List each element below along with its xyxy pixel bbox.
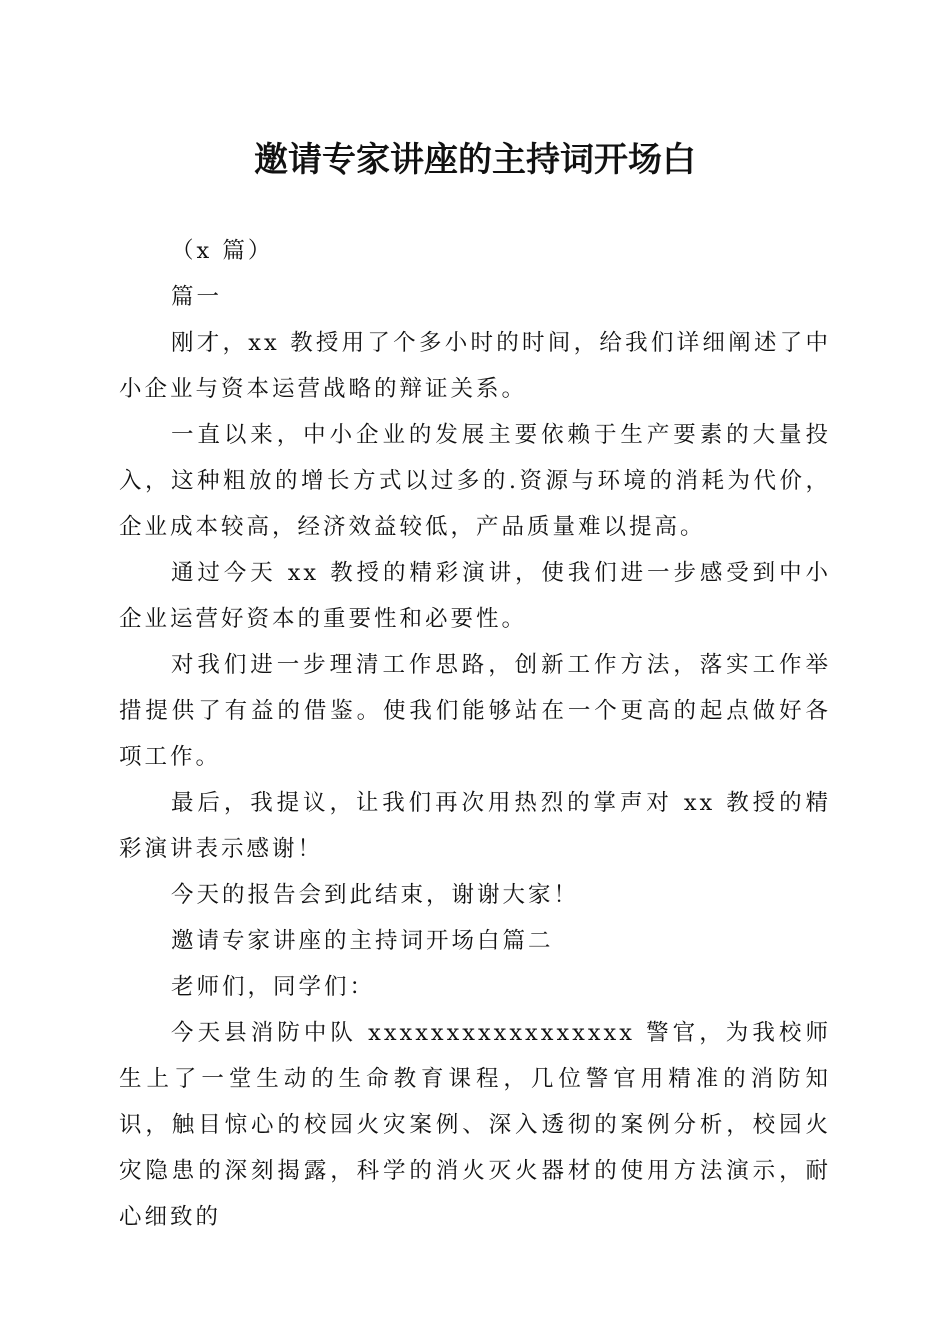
paragraph: 一直以来，中小企业的发展主要依赖于生产要素的大量投入，这种粗放的增长方式以过多的.资源与环境的消耗为代价，企业成本较高，经济效益较低，产品质量难以提高。 (119, 422, 831, 540)
paragraph: 刚才，xx 教授用了个多小时的时间，给我们详细阐述了中小企业与资本运营战略的辩证关系。 (119, 330, 831, 402)
paragraph: 最后，我提议，让我们再次用热烈的掌声对 xx 教授的精彩演讲表示感谢！ (119, 790, 831, 862)
section-heading-two: 邀请专家讲座的主持词开场白篇二 (171, 928, 554, 954)
document-title: 邀请专家讲座的主持词开场白 (254, 140, 696, 180)
paragraph: 对我们进一步理清工作思路，创新工作方法，落实工作举措提供了有益的借鉴。使我们能够站在一个更高的起点做好各项工作。 (119, 652, 831, 770)
section-heading-one: 篇一 (171, 284, 223, 310)
salutation: 老师们，同学们： (171, 974, 376, 1000)
paragraph: 今天的报告会到此结束，谢谢大家！ (171, 882, 580, 908)
paragraph: 今天县消防中队 xxxxxxxxxxxxxxxxx 警官，为我校师生上了一堂生动的生命教育课程，几位警官用精准的消防知识，触目惊心的校园火灾案例、深入透彻的案例分析，校园火灾隐患的深刻揭露，科学的消火灭火器材的使用方法演示，耐心细致的 (119, 1020, 831, 1230)
paragraph-count-note: （x 篇） (171, 238, 274, 264)
document-body (119, 228, 831, 1240)
paragraph: 通过今天 xx 教授的精彩演讲，使我们进一步感受到中小企业运营好资本的重要性和必要性。 (119, 560, 831, 632)
